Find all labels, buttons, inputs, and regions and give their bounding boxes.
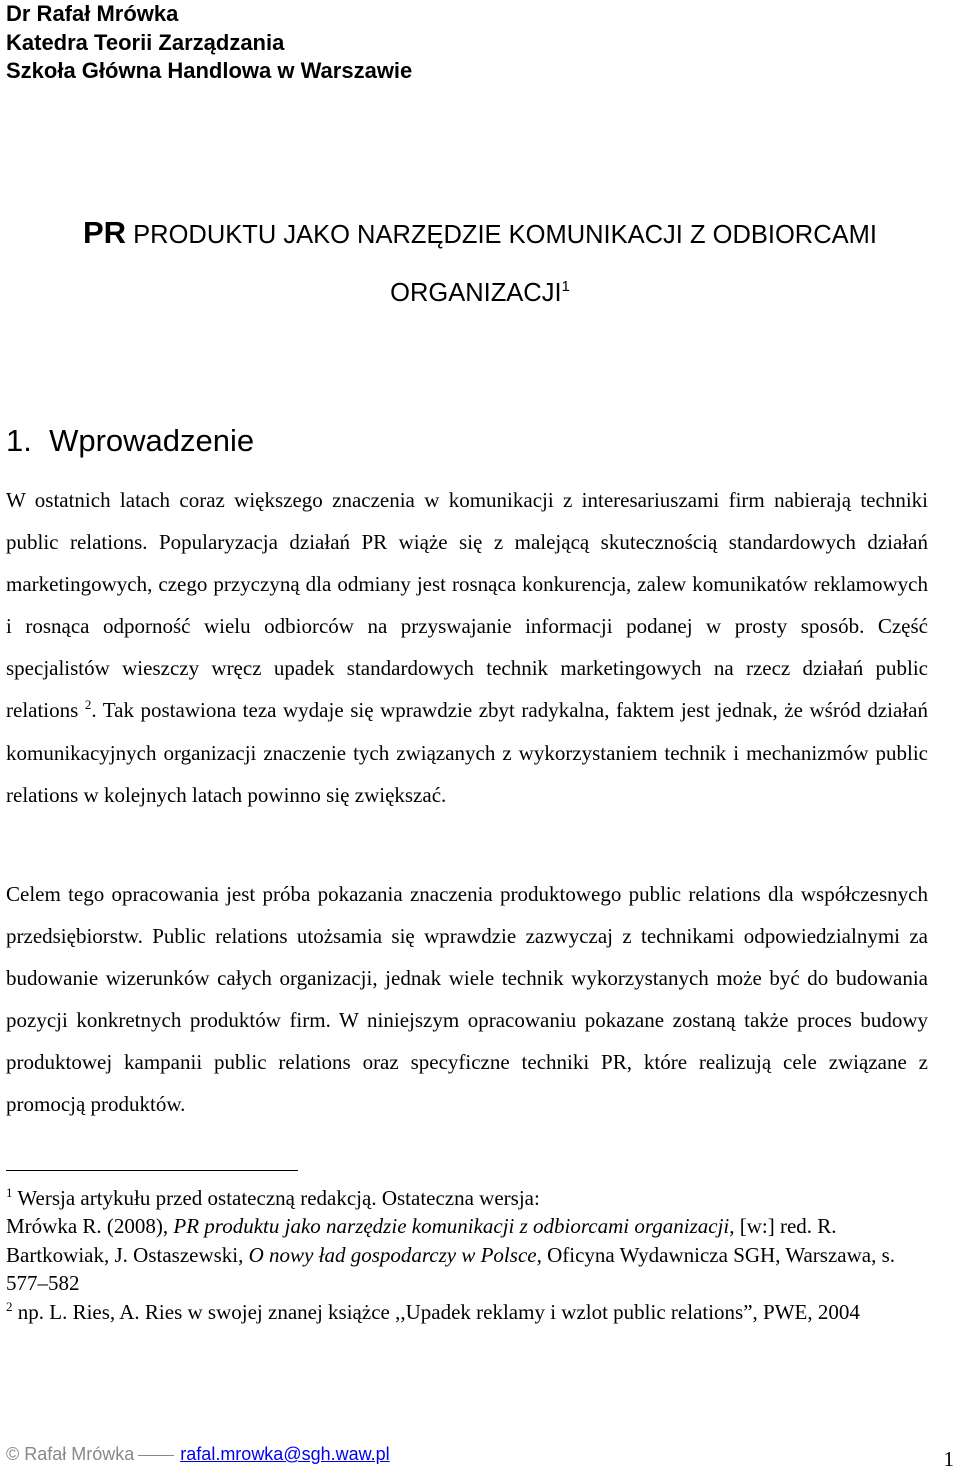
- paragraph-intro-text-b: . Tak postawiona teza wydaje się wprawdzie zbyt radykalna, faktem jest jednak, że wśród działań komunikacyjnych organizacji znaczenie tych związanych z wykorzystaniem technik i mechanizmów public relations w kolejnych latach powinno się zwiększać.: [6, 698, 928, 807]
- title-first-word: PR: [83, 215, 127, 250]
- footnote-1-work-title: PR produktu jako narzędzie komunikacji z odbiorcami organizacji: [173, 1214, 730, 1239]
- author-block: [6, 0, 412, 86]
- footnote-2-text: np. L. Ries, A. Ries w swojej znanej książce ,,Upadek reklamy i wzlot public relations”, PWE, 2004: [12, 1299, 860, 1324]
- title-line-2: [0, 264, 960, 322]
- footnote-1-intro: Wersja artykułu przed ostateczną redakcją. Ostateczna wersja:: [12, 1186, 540, 1210]
- paragraph-aim: Celem tego opracowania jest próba pokazania znaczenia produktowego public relations dla współczesnych przedsiębiorstw. Public relations utożsamia się wprawdzie zazwyczaj z technikami odpowiedzialnymi za budowanie wizerunków całych organizacji, jednak wiele technik wykorzystanych może być do budowania pozycji konkretnych produktów firm. W niniejszym opracowaniu pokazane zostaną także proces budowy produktowej kampanii public relations oraz specyficzne techniki PR, które realizują cele związane z promocją produktów.: [6, 882, 928, 1117]
- title-line-1: [0, 204, 960, 264]
- footnote-1-author: Mrówka R. (2008),: [6, 1214, 174, 1239]
- title-line-2-text: ORGANIZACJI: [390, 279, 562, 307]
- author-department: Katedra Teorii Zarządzania: [6, 29, 285, 55]
- footnote-1-citation: [6, 1212, 926, 1297]
- footnote-2: [6, 1298, 926, 1326]
- footnote-2-mark: 2: [6, 1298, 13, 1314]
- footnote-1: [6, 1184, 926, 1212]
- footer-email-link[interactable]: rafal.mrowka@sgh.waw.pl: [180, 1444, 390, 1464]
- paragraph-intro-text-a: W ostatnich latach coraz większego znaczenia w komunikacji z interesariuszami firm nabierają techniki public relations. Popularyzacja działań PR wiąże się z malejącą skutecznością standardowych działań marketingowych, czego przyczyną dla odmiany jest rosnąca konkurencja, zalew komunikatów reklamowych i rosnąca odporność wielu odbiorców na przyswajanie informacji podanej w prosty sposób. Część specjalistów wieszczy wręcz upadek standardowych technik marketingowych na rzecz działań public relations: [6, 488, 928, 723]
- footnote-1-mark: 1: [6, 1185, 13, 1200]
- page-number: 1: [943, 1447, 954, 1471]
- section-number: 1.: [6, 423, 32, 458]
- title-footnote-ref[interactable]: 1: [561, 278, 570, 295]
- footnote-separator: [6, 1170, 298, 1171]
- paragraph-intro: [6, 479, 928, 816]
- footnote-1-book-title: O nowy ład gospodarczy w Polsce: [248, 1242, 537, 1267]
- section-heading-text: Wprowadzenie: [49, 423, 255, 458]
- section-heading: [6, 421, 254, 461]
- title-line-1-text: PRODUKTU JAKO NARZĘDZIE KOMUNIKACJI Z ODBIORCAMI: [126, 221, 877, 249]
- author-name: Dr Rafał Mrówka: [6, 1, 179, 26]
- footer-dash: [138, 1455, 174, 1456]
- footnote-1-publisher: , Oficyna Wydawnicza SGH, Warszawa, s. 577–582: [6, 1242, 895, 1296]
- footnote-ref-2[interactable]: 2: [84, 697, 92, 713]
- footnotes: [6, 1184, 926, 1326]
- author-institution: Szkoła Główna Handlowa w Warszawie: [6, 58, 413, 83]
- page-footer: [6, 1441, 390, 1467]
- footnote-1-mid: , [w:] red. R. Bartkowiak, J. Ostaszewski,: [6, 1214, 837, 1267]
- document-title: [0, 204, 960, 322]
- footer-copyright: © Rafał Mrówka: [6, 1444, 135, 1464]
